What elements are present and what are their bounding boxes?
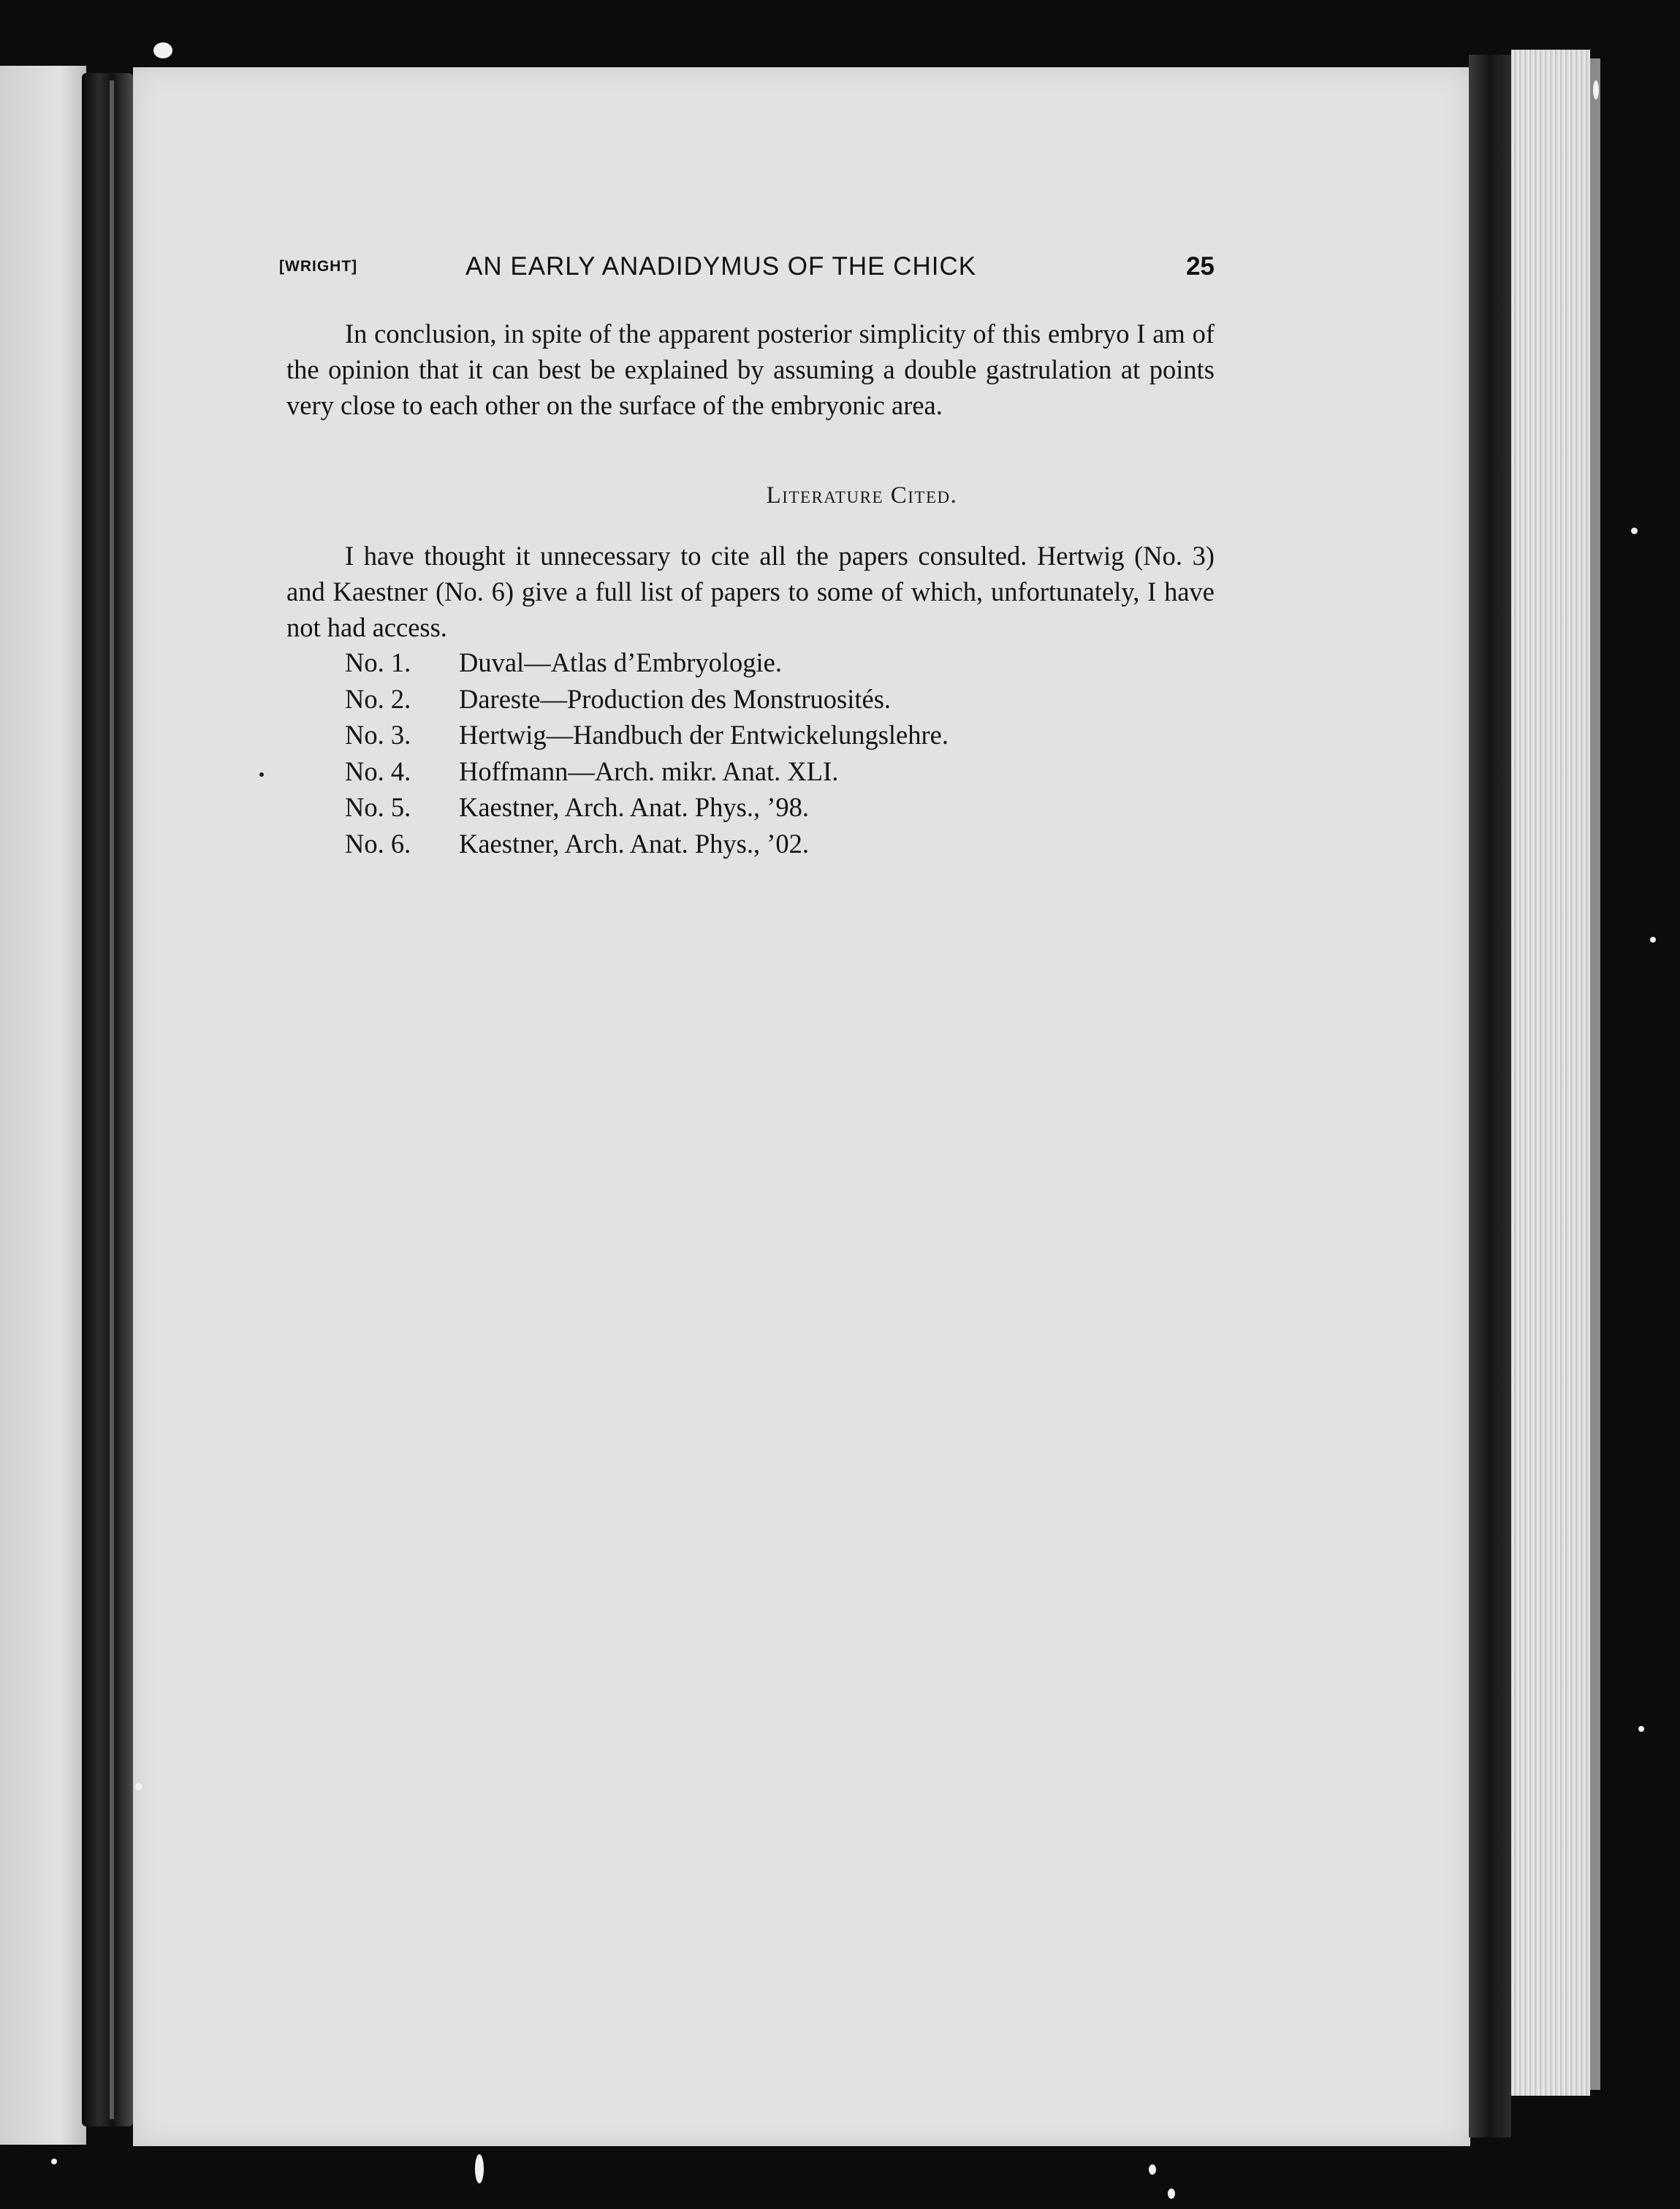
page-number: 25 bbox=[1186, 252, 1215, 281]
scan-speck bbox=[51, 2159, 57, 2164]
reference-item bbox=[345, 717, 949, 753]
reference-list bbox=[345, 645, 949, 862]
reference-text: Kaestner, Arch. Anat. Phys., ’02. bbox=[459, 828, 810, 859]
scan-speck bbox=[1631, 528, 1638, 534]
scan-speck bbox=[475, 2154, 484, 2183]
left-facing-page-edge bbox=[0, 66, 86, 2145]
scan-speck bbox=[1168, 2189, 1175, 2199]
reference-text: Hoffmann—Arch. mikr. Anat. XLI. bbox=[459, 756, 839, 786]
scan-speck bbox=[153, 42, 172, 58]
page-stack-edges bbox=[1511, 50, 1590, 2096]
reference-number: No. 1. bbox=[345, 647, 411, 677]
references-intro-paragraph: I have thought it unnecessary to cite all the papers consulted. Hertwig (No. 3) and Kaestner (No. 6) give a full list of papers to some of which, unfortunately, I have not had access. bbox=[286, 541, 1215, 642]
author-tag: [WRIGHT] bbox=[279, 258, 358, 275]
reference-item bbox=[345, 681, 949, 718]
reference-text: Duval—Atlas d’Embryologie. bbox=[459, 647, 782, 677]
reference-number: No. 5. bbox=[345, 792, 411, 822]
reference-number: No. 3. bbox=[345, 720, 411, 750]
reference-text: Hertwig—Handbuch der Entwickelungslehre. bbox=[459, 720, 949, 750]
reference-item bbox=[345, 753, 949, 790]
reference-item bbox=[345, 826, 949, 862]
scan-speck bbox=[1650, 937, 1656, 943]
conclusion-paragraph: In conclusion, in spite of the apparent posterior simplicity of this embryo I am of the opinion that it can best be explained by assuming a double gastrulation at points very close to each other on the surface of the embryonic area. bbox=[286, 319, 1215, 420]
scan-speck bbox=[1638, 1726, 1644, 1732]
book-gutter bbox=[82, 73, 133, 2126]
page-speck bbox=[259, 772, 264, 777]
running-title: AN EARLY ANADIDYMUS OF THE CHICK bbox=[465, 252, 977, 281]
reference-item bbox=[345, 789, 949, 826]
scan-speck bbox=[1593, 80, 1599, 99]
book-cover-edge bbox=[1590, 58, 1600, 2090]
reference-text: Dareste—Production des Monstruosités. bbox=[459, 683, 892, 714]
section-title: Literature Cited. bbox=[766, 482, 958, 509]
page-edge-shadow bbox=[1469, 55, 1511, 2137]
reference-number: No. 6. bbox=[345, 828, 411, 859]
scan-speck bbox=[1149, 2164, 1156, 2175]
reference-number: No. 2. bbox=[345, 683, 411, 714]
reference-text: Kaestner, Arch. Anat. Phys., ’98. bbox=[459, 792, 810, 822]
reference-number: No. 4. bbox=[345, 756, 411, 786]
gutter-crease bbox=[110, 80, 114, 2119]
scan-speck bbox=[135, 1783, 142, 1790]
running-header bbox=[279, 252, 1215, 289]
reference-item bbox=[345, 645, 949, 681]
